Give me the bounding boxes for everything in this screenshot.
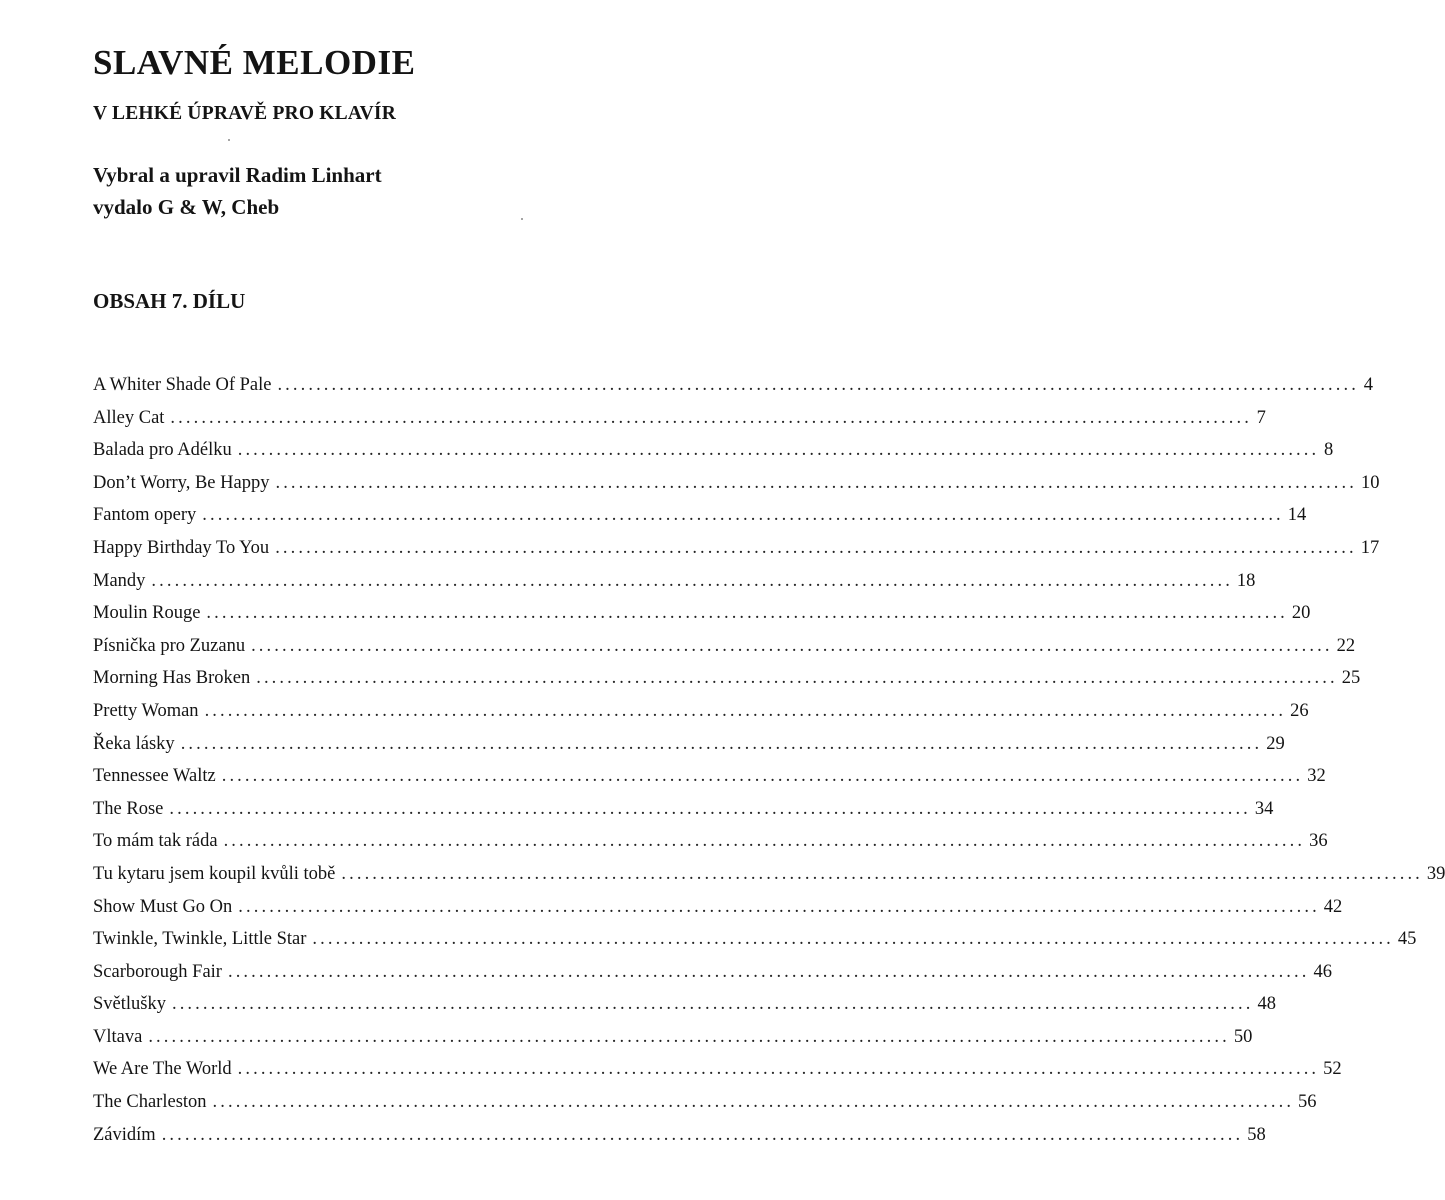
toc-entry-title: Happy Birthday To You: [93, 537, 270, 558]
toc-entry-title: Balada pro Adélku: [93, 440, 232, 461]
toc-entry-title: Fantom opery: [93, 505, 197, 526]
dot-leader: ............................................................................................................................................: [206, 603, 1288, 624]
toc-entry-page: 7: [1256, 407, 1266, 428]
toc-entry: [93, 467, 1380, 500]
toc-entry: [93, 630, 1356, 663]
toc-entry-page: 14: [1287, 505, 1307, 526]
toc-entry: [93, 988, 1276, 1021]
dot-leader: ............................................................................................................................................: [251, 635, 1333, 656]
toc-entry-title: Scarborough Fair: [93, 961, 222, 982]
toc-entry-title: We Are The World: [93, 1059, 232, 1080]
dot-leader: ............................................................................................................................................: [237, 440, 1320, 461]
dot-leader: ............................................................................................................................................: [212, 1092, 1295, 1113]
toc-entry-page: 39: [1426, 863, 1445, 884]
toc-entry: [93, 825, 1328, 858]
toc-entry: [93, 369, 1373, 402]
scan-speck: [228, 139, 230, 141]
toc-entry-page: 34: [1254, 798, 1274, 819]
publisher-credit: vydalo G & W, Cheb: [93, 195, 280, 219]
dot-leader: ............................................................................................................................................: [148, 1026, 1230, 1047]
toc-entry-title: Světlušky: [93, 994, 166, 1015]
dot-leader: ............................................................................................................................................: [169, 798, 1251, 819]
toc-entry-title: To mám tak ráda: [93, 831, 218, 852]
toc-entry-title: Show Must Go On: [93, 896, 233, 917]
toc-entry: [93, 434, 1334, 467]
toc-entry: [93, 1053, 1342, 1086]
dot-leader: ............................................................................................................................................: [341, 863, 1423, 884]
toc-entry-page: 42: [1323, 896, 1343, 917]
dot-leader: ............................................................................................................................................: [180, 733, 1263, 754]
toc-entry-title: Řeka lásky: [93, 733, 175, 754]
toc-entry: [93, 565, 1256, 598]
toc-entry: [93, 499, 1307, 532]
toc-entry-title: Pretty Woman: [93, 700, 199, 721]
contents-heading: OBSAH 7. DÍLU: [93, 289, 246, 313]
toc-entry-title: The Charleston: [93, 1092, 207, 1113]
toc-entry-title: Twinkle, Twinkle, Little Star: [93, 929, 307, 950]
toc-entry-page: 52: [1323, 1059, 1342, 1080]
toc-entry-title: Vltava: [93, 1026, 143, 1047]
toc-entry-page: 18: [1236, 570, 1256, 591]
toc-entry: [93, 793, 1274, 826]
toc-entry-title: A Whiter Shade Of Pale: [93, 375, 272, 395]
toc-entry: [93, 695, 1309, 728]
toc-entry-page: 4: [1363, 375, 1373, 395]
toc-entry: [93, 891, 1343, 924]
toc-entry-title: Písnička pro Zuzanu: [93, 635, 246, 656]
dot-leader: ............................................................................................................................................: [227, 961, 1310, 982]
toc-entry-page: 8: [1323, 440, 1334, 461]
toc-entry-page: 50: [1233, 1026, 1253, 1047]
toc-entry-title: Alley Cat: [93, 407, 165, 428]
toc-entry-page: 25: [1341, 668, 1361, 689]
dot-leader: ............................................................................................................................................: [277, 375, 1359, 395]
dot-leader: ............................................................................................................................................: [161, 1124, 1244, 1145]
dot-leader: ............................................................................................................................................: [256, 668, 1338, 689]
dot-leader: ............................................................................................................................................: [275, 537, 1357, 558]
toc-entry-title: Don’t Worry, Be Happy: [93, 472, 270, 493]
toc-entry: [93, 532, 1380, 565]
dot-leader: ............................................................................................................................................: [312, 929, 1394, 950]
dot-leader: ............................................................................................................................................: [204, 700, 1287, 721]
scan-speck: [521, 218, 523, 220]
toc-entry-page: 29: [1266, 733, 1285, 754]
dot-leader: ............................................................................................................................................: [171, 994, 1254, 1015]
toc-entry-page: 32: [1307, 766, 1326, 787]
book-subtitle: V LEHKÉ ÚPRAVĚ PRO KLAVÍR: [93, 103, 396, 124]
dot-leader: ............................................................................................................................................: [170, 407, 1252, 428]
toc-entry: [93, 1021, 1253, 1054]
toc-entry: [93, 923, 1417, 956]
dot-leader: ............................................................................................................................................: [223, 831, 1306, 852]
toc-entry-title: Moulin Rouge: [93, 603, 201, 624]
dot-leader: ............................................................................................................................................: [238, 896, 1320, 917]
toc-entry-page: 36: [1309, 831, 1328, 852]
toc-entry-page: 26: [1290, 700, 1309, 721]
toc-entry-page: 46: [1313, 961, 1332, 982]
toc-entry-page: 48: [1257, 994, 1276, 1015]
toc-entry-page: 56: [1298, 1092, 1317, 1113]
dot-leader: ............................................................................................................................................: [151, 570, 1233, 591]
toc-entry-page: 58: [1247, 1124, 1266, 1145]
dot-leader: ............................................................................................................................................: [275, 472, 1357, 493]
toc-entry-page: 22: [1336, 635, 1356, 656]
toc-entry-title: Tu kytaru jsem koupil kvůli tobě: [93, 863, 336, 884]
dot-leader: ............................................................................................................................................: [202, 505, 1284, 526]
toc-entry: [93, 662, 1361, 695]
toc-entry-page: 45: [1397, 929, 1417, 950]
toc-entry-title: Tennessee Waltz: [93, 766, 216, 787]
toc-entry: [93, 597, 1311, 630]
toc-entry-page: 10: [1360, 472, 1380, 493]
toc-entry-title: Morning Has Broken: [93, 668, 251, 689]
book-title: SLAVNÉ MELODIE: [93, 43, 416, 82]
dot-leader: ............................................................................................................................................: [221, 766, 1304, 787]
toc-entry: [93, 402, 1266, 435]
toc-entry: [93, 956, 1332, 989]
toc-entry: [93, 760, 1326, 793]
toc-entry-title: Závidím: [93, 1124, 156, 1145]
toc-entry-title: Mandy: [93, 570, 146, 591]
table-of-contents: [93, 369, 1445, 1151]
toc-entry: [93, 858, 1445, 891]
arranger-credit: Vybral a upravil Radim Linhart: [93, 163, 382, 187]
toc-entry-page: 20: [1291, 603, 1311, 624]
toc-entry-page: 17: [1360, 537, 1380, 558]
toc-entry: [93, 1086, 1317, 1119]
dot-leader: ............................................................................................................................................: [237, 1059, 1320, 1080]
toc-entry: [93, 1119, 1266, 1152]
toc-entry-title: The Rose: [93, 798, 164, 819]
toc-entry: [93, 728, 1285, 761]
